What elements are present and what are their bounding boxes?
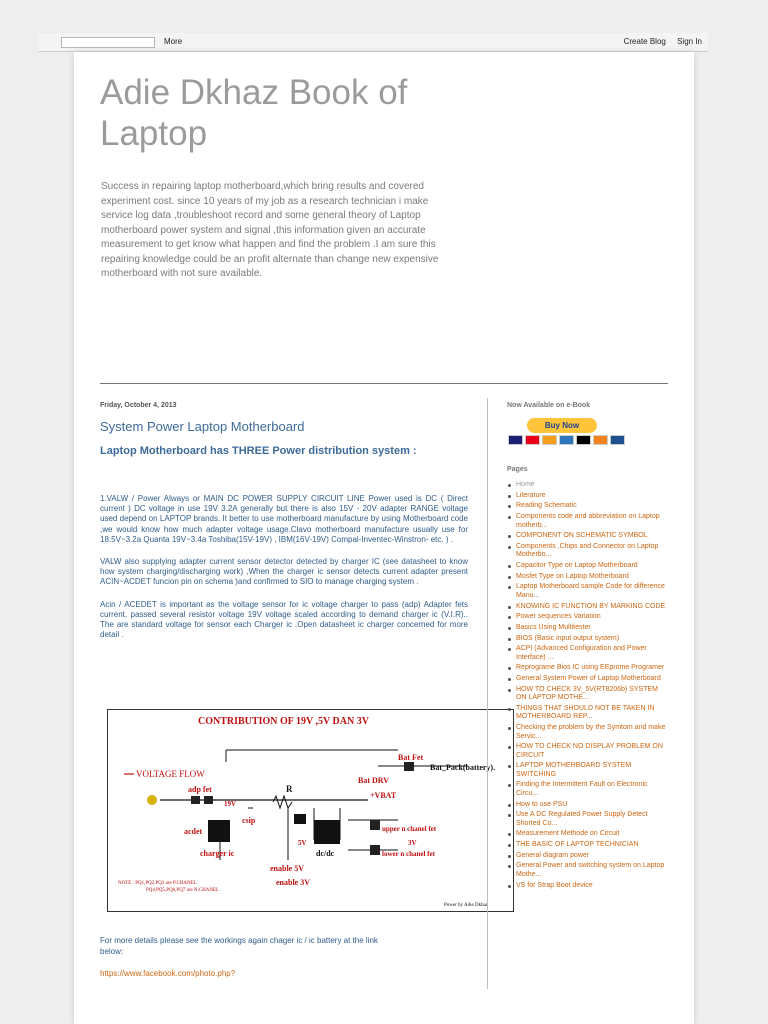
- voltage-flow-label: VOLTAGE FLOW: [136, 769, 205, 779]
- create-blog-link[interactable]: Create Blog: [623, 37, 666, 46]
- blogger-navbar: [38, 33, 708, 52]
- sidebar-page-link[interactable]: COMPONENT ON SCHEMATIC SYMBOL: [508, 532, 668, 540]
- applepay-icon: [576, 435, 591, 445]
- small-ic-chip: [294, 814, 306, 824]
- upper-fet-label: upper n chanel fet: [382, 825, 437, 833]
- sidebar-page-link[interactable]: Laptop Motherboard sample Code for difference Manu...: [508, 583, 668, 600]
- sidebar-page-link[interactable]: Power sequences Variation: [508, 613, 668, 621]
- sidebar-page-link[interactable]: How to use PSU: [508, 801, 668, 809]
- post-more-details: For more details please see the workings again chager ic / ic battery at the link below:: [100, 936, 378, 956]
- lower-fet-label: lower n chanel fet: [382, 850, 435, 858]
- adp-fet-label: adp fet: [188, 785, 212, 794]
- dcdc-label: dc/dc: [316, 849, 335, 858]
- sidebar-page-link[interactable]: Reprograme Bios IC using EEprome Programer: [508, 664, 668, 672]
- power-diagram: [108, 710, 513, 911]
- 3v-label: 3V: [408, 839, 417, 847]
- charger-ic-label: charger ic: [200, 849, 235, 858]
- sidebar-page-link[interactable]: LAPTOP MOTHERBOARD SYSTEM SWITCHING: [508, 762, 668, 779]
- charger-ic-chip: [208, 820, 230, 842]
- mosfet-lower: [370, 845, 380, 855]
- mastercard-icon: [525, 435, 540, 445]
- pages-heading: Pages: [507, 466, 528, 473]
- diagram-title: CONTRIBUTION OF 19V ,5V DAN 3V: [198, 716, 369, 727]
- blog-description: Success in repairing laptop motherboard,which bring results and covered experiment cost. since 10 years of my job as a research technician i make service log data ,troubleshoot record and some general theory of Laptop motherboard power system and signal ,this information given an accurate measurement to get know what happen and find the problem .I am sure this repairing knowledge could be an profit alternate than change new expensive motherboard with not sure available.: [101, 181, 439, 279]
- sidebar-page-link[interactable]: General Power and switching system on Laptop Mothe...: [508, 862, 668, 879]
- bat-fet-label: Bat Fet: [398, 753, 424, 762]
- post-paragraph: Acin / ACEDET is important as the voltage sensor for ic voltage charger to pass (adp) Adapter fets current, passed several resistor voltage 19V voltage scaled according to demand charger ic (V.I.R).. The are standard voltage for sensor each Charger ic .Open datasheet ic charger concerned for more detail .: [100, 599, 468, 640]
- power-diagram-image[interactable]: [107, 709, 514, 912]
- maestro-icon: [542, 435, 557, 445]
- enable-3v-label: enable 3V: [276, 878, 310, 887]
- sidebar-page-link[interactable]: Capacitor Type on Laptop Motherboard: [508, 562, 668, 570]
- adapter-plug-icon: [147, 795, 157, 805]
- sidebar-page-link[interactable]: VS for Strap Boot device: [508, 882, 668, 890]
- sidebar-divider: [487, 398, 488, 989]
- navbar-search-input[interactable]: [61, 37, 155, 48]
- sidebar-page-link[interactable]: Finding the Intermittent Fault on Electronic Circu...: [508, 781, 668, 798]
- sidebar-page-link[interactable]: HOW TO CHECK 3V_5V(RT8206b) SYSTEM ON LAPTOP MOTHE...: [508, 686, 668, 703]
- note-line-1: NOTE : PQ1,PQ2,PQ3 are P.CHANEL: [118, 881, 197, 886]
- discover-icon: [593, 435, 608, 445]
- mosfet-pq1: [191, 796, 200, 804]
- sidebar-page-link[interactable]: KNOWING IC FUNCTION BY MARKING CODE: [508, 603, 668, 611]
- payment-cards: [508, 435, 627, 453]
- sidebar-page-link[interactable]: HOW TO CHECK NO DISPLAY PROBLEM ON CIRCUIT: [508, 743, 668, 760]
- sidebar-page-link[interactable]: THINGS THAT SHOULD NOT BE TAKEN IN MOTHERBOARD REP...: [508, 705, 668, 722]
- sidebar-page-link[interactable]: Components ,Chips and Connector on Laptop Motherbo...: [508, 543, 668, 560]
- sidebar-page-link[interactable]: THE BASIC OF LAPTOP TECHNICIAN: [508, 841, 668, 849]
- post-title[interactable]: System Power Laptop Motherboard: [100, 419, 305, 434]
- sidebar-page-link[interactable]: Mosfet Type on Laptop Motherboard: [508, 573, 668, 581]
- ebook-heading: Now Available on e-Book: [507, 402, 591, 409]
- pages-list: [508, 481, 668, 892]
- sidebar-page-link[interactable]: Measurement Methode on Circuit: [508, 830, 668, 838]
- resistor-label: R: [286, 784, 293, 794]
- csip-label: csip: [242, 816, 256, 825]
- post-paragraph: VALW also supplying adapter current sensor detector detected by charger IC (see datasheet to know how system charging/discharging work) ,When the charger ic sensor detects current adapter present ACIN~ACDET funcion pin on schema )and confirmed to SIO to manage charging system .: [100, 557, 468, 587]
- resistor-symbol: [273, 796, 292, 808]
- sidebar-page-link[interactable]: Use A DC Regulated Power Supply Detect Shorted Co...: [508, 811, 668, 828]
- acdet-label: acdet: [184, 827, 203, 836]
- post-subtitle: Laptop Motherboard has THREE Power distribution system :: [100, 445, 417, 457]
- sidebar-page-link[interactable]: Checking the problem by the Symtom and make Servic...: [508, 724, 668, 741]
- diagram-credit: Power by Adie Dkhaz: [444, 903, 489, 908]
- mosfet-upper: [370, 820, 380, 830]
- 19v-label: 19V: [224, 800, 237, 808]
- sidebar-page-link[interactable]: Components code and abbreviation on Laptop motherb...: [508, 513, 668, 530]
- paypal-buy-now-button[interactable]: Buy Now: [527, 418, 597, 433]
- dcdc-ic-chip: [314, 820, 340, 844]
- header-divider: [100, 383, 668, 384]
- post-facebook-link[interactable]: https://www.facebook.com/photo.php?: [100, 969, 236, 978]
- amex-icon: [559, 435, 574, 445]
- sidebar-page-link[interactable]: General diagram power: [508, 852, 668, 860]
- sidebar-page-link[interactable]: Basics Using Multitester: [508, 624, 668, 632]
- vbat-label: +VBAT: [370, 791, 397, 800]
- mosfet-pq2: [204, 796, 213, 804]
- bat-drv-label: Bat DRV: [358, 776, 390, 785]
- mosfet-bat-fet: [404, 762, 414, 771]
- post-body: [100, 494, 468, 652]
- sidebar-page-link[interactable]: ACPI (Advanced Configuration and Power Interface) ...: [508, 645, 668, 662]
- sidebar-page-link[interactable]: BIOS (Basic input output system): [508, 635, 668, 643]
- sidebar-page-link[interactable]: Literature: [508, 492, 668, 500]
- 5v-label: 5V: [298, 839, 307, 847]
- post-date: Friday, October 4, 2013: [100, 402, 177, 409]
- sidebar-page-link[interactable]: Home: [508, 481, 668, 489]
- note-line-2: PQ4,PQ5,PQ6,PQ7 are N.CHANEL: [146, 888, 220, 893]
- sidebar-page-link[interactable]: General System Power of Laptop Motherboard: [508, 675, 668, 683]
- sidebar-page-link[interactable]: Reading Schematic: [508, 502, 668, 510]
- card-icon: [610, 435, 625, 445]
- enable-5v-label: enable 5V: [270, 864, 304, 873]
- post-paragraph: 1.VALW / Power Always or MAIN DC POWER SUPPLY CIRCUIT LINE Power used is DC ( Direct current ) DC voltage in use 19V 3.2A generally but there is also 15V - 20V adapter RANGE voltage used depend on LAPTOP brands. It better to use motherboard manufacture by using Motherboard code ,we would know how much adapter voltage usage.Clavo motherboard manufacture usually use for 18.5V~3.2a Quanta 19V~3.4a Toshiba(15V-19V) , IBM(16V-19V) Compal-Inventec-Winstron- etc. ) .: [100, 494, 468, 544]
- bat-pack-label: Bat_Pack(battery).: [430, 763, 496, 772]
- blog-container: [74, 52, 694, 1024]
- navbar-right: [615, 37, 702, 46]
- blog-title[interactable]: Adie Dkhaz Book of Laptop: [100, 73, 408, 153]
- navbar-more-link[interactable]: More: [164, 37, 183, 46]
- visa-card-icon: [508, 435, 523, 445]
- sign-in-link[interactable]: Sign In: [677, 37, 702, 46]
